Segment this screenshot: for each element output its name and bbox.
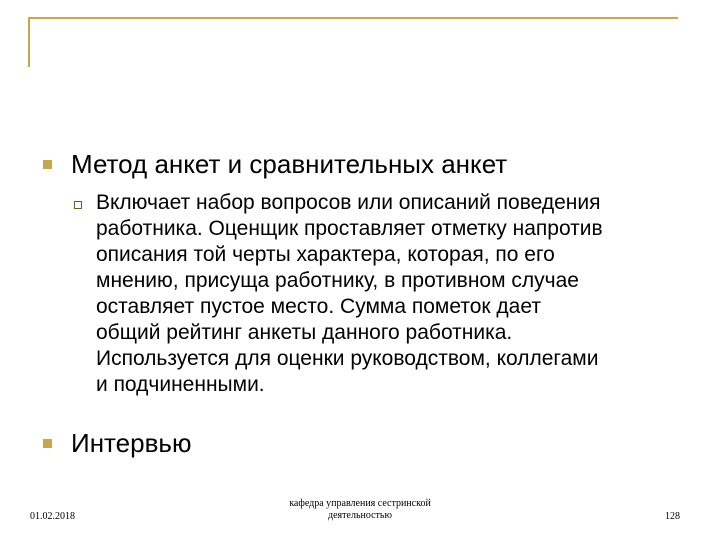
footer-date: 01.02.2018 [30,511,75,522]
section-heading-interview: Интервью [71,428,192,458]
footer-department-line: кафедра управления сестринской [289,498,431,509]
paragraph-line: общий рейтинг анкеты данного работника. [96,321,513,344]
hollow-square-bullet-icon [74,201,82,209]
bullet-square-icon [43,439,52,448]
description-paragraph [96,190,696,398]
frame-top-line [28,17,678,19]
paragraph-line: Включает набор вопросов или описаний поведения [96,191,601,214]
bullet-square-icon [43,160,52,169]
paragraph-line: работника. Оценщик проставляет отметку напротив [96,217,603,240]
section-heading: Метод анкет и сравнительных анкет [71,149,508,179]
footer-department [260,498,460,522]
paragraph-line: Используется для оценки руководством, коллегами [96,347,599,370]
paragraph-line: и подчиненными. [96,373,265,396]
paragraph-line: описания той черты характера, которая, по его [96,243,555,266]
footer-department-line: деятельностью [328,510,392,521]
paragraph-line: мнению, присуща работнику, в противном случае [96,269,579,292]
footer-page-number: 128 [665,511,680,522]
frame-left-line [28,17,30,67]
paragraph-line: оставляет пустое место. Сумма пометок дает [96,295,541,318]
